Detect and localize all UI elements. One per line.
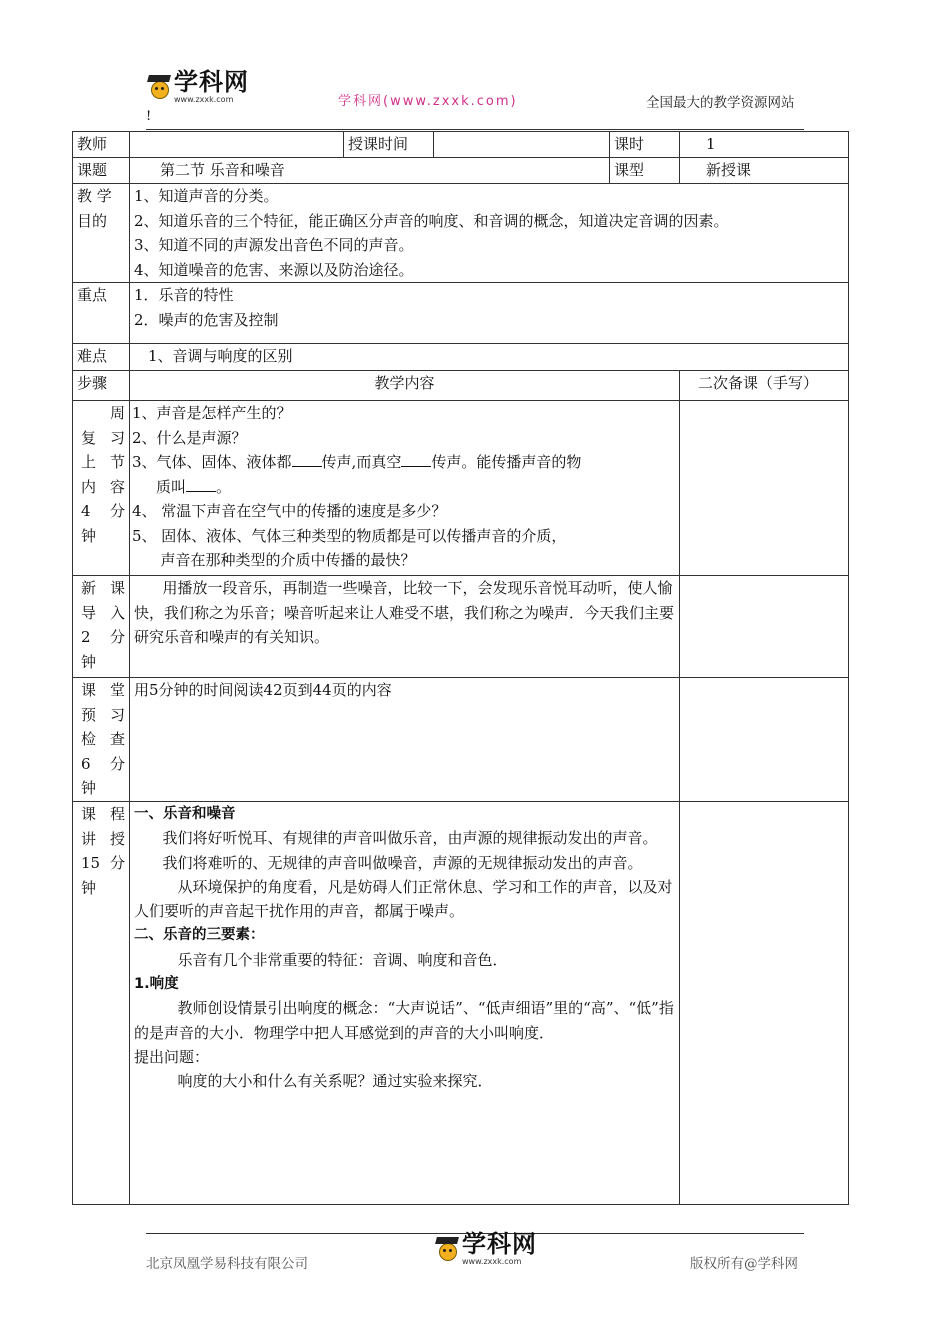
review-question-cont: 声音在那种类型的介质中传播的最快？ bbox=[160, 551, 416, 569]
type-value: 新授课 bbox=[680, 158, 849, 184]
notes-column-header: 二次备课（手写） bbox=[680, 371, 849, 401]
difficulty-label: 难点 bbox=[73, 344, 130, 371]
site-slogan: 全国最大的教学资源网站 bbox=[646, 95, 795, 111]
intro-text: 用播放一段音乐，再制造一些噪音，比较一下，会发现乐音悦耳动听，使人愉快，我们称之为乐音；噪音听起来让人难受不堪，我们称之为噪声．今天我们主要研究乐音和噪声的有关知识。 bbox=[134, 579, 675, 646]
objectives-content bbox=[130, 184, 849, 283]
preview-row bbox=[73, 678, 849, 802]
fill-blank bbox=[186, 477, 216, 492]
section-heading: 一、乐音和噪音 bbox=[134, 806, 236, 822]
keypoints-row bbox=[73, 283, 849, 344]
footer-company: 北京凤凰学易科技有限公司 bbox=[146, 1256, 308, 1272]
logo-url: www.zxxk.com bbox=[462, 1257, 522, 1266]
lecture-paragraph: 从环境保护的角度看，凡是妨碍人们正常休息、学习和工作的声音，以及对人们要听的声音起干扰作用的声音，都属于噪声。 bbox=[134, 877, 673, 921]
preview-text: 用5分钟的时间阅读42页到44页的内容 bbox=[134, 681, 392, 699]
content-column-header: 教学内容 bbox=[130, 371, 680, 401]
lesson-plan-table bbox=[72, 131, 849, 1205]
subsection-heading: 1.响度 bbox=[134, 976, 179, 993]
mascot-icon bbox=[436, 1237, 458, 1261]
header-logo[interactable] bbox=[148, 70, 249, 104]
period-label: 课时 bbox=[610, 132, 680, 158]
intro-label: 新课 导入 2 分 钟 bbox=[73, 576, 130, 678]
keypoint-item: 2．噪声的危害及控制 bbox=[134, 310, 279, 329]
review-question: 1、声音是怎样产生的？ bbox=[132, 404, 292, 422]
footer-logo[interactable] bbox=[436, 1232, 537, 1266]
objectives-row bbox=[73, 184, 849, 283]
lecture-paragraph: 我们将好听悦耳、有规律的声音叫做乐音，由声源的规律振动发出的声音。 bbox=[162, 829, 658, 848]
column-header-row bbox=[73, 371, 849, 401]
step-column-header: 步骤 bbox=[73, 371, 130, 401]
info-row-2 bbox=[73, 158, 849, 184]
section-heading: 二、乐音的三要素： bbox=[134, 927, 265, 944]
lecture-paragraph: 提出问题： bbox=[134, 1047, 210, 1066]
preview-notes bbox=[680, 678, 849, 802]
logo-text: 学科网 bbox=[174, 68, 249, 96]
footer-copyright: 版权所有@学科网 bbox=[690, 1256, 798, 1272]
lecture-label: 课程 讲授 15分 钟 bbox=[73, 802, 130, 1205]
time-value bbox=[434, 132, 610, 158]
objective-item: 2、知道乐音的三个特征，能正确区分声音的响度、和音调的概念，知道决定音调的因素。 bbox=[134, 211, 729, 230]
objectives-label: 教 学 目的 bbox=[73, 184, 130, 283]
review-notes bbox=[680, 401, 849, 576]
review-question: 3、气体、固体、液体都 传声,而真空 传声。能传播声音的物 bbox=[132, 453, 582, 471]
period-value: 1 bbox=[680, 132, 849, 158]
teacher-label: 教师 bbox=[73, 132, 130, 158]
lecture-notes bbox=[680, 802, 849, 1205]
intro-content bbox=[130, 576, 680, 678]
topic-label: 课题 bbox=[73, 158, 130, 184]
site-link[interactable]: 学科网(www.zxxk.com) bbox=[338, 94, 518, 109]
review-question: 4、 常温下声音在空气中的传播的速度是多少？ bbox=[132, 502, 447, 520]
logo-url: www.zxxk.com bbox=[174, 95, 234, 104]
lecture-paragraph: 教师创设情景引出响度的概念：“大声说话”、“低声细语”里的“高”、“低”指的是声音的大小．物理学中把人耳感觉到的声音的大小叫响度． bbox=[134, 999, 674, 1042]
objective-item: 3、知道不同的声源发出音色不同的声音。 bbox=[134, 236, 414, 254]
review-row bbox=[73, 401, 849, 576]
review-question: 5、 固体、液体、气体三种类型的物质都是可以传播声音的介质， bbox=[132, 526, 567, 545]
difficulty-row bbox=[73, 344, 849, 371]
objective-item: 4、知道噪音的危害、来源以及防治途径。 bbox=[134, 260, 414, 279]
keypoint-item: 1．乐音的特性 bbox=[134, 286, 234, 304]
review-content bbox=[130, 401, 680, 576]
header-mark: ! bbox=[146, 109, 152, 124]
header-divider bbox=[146, 129, 804, 130]
lecture-row bbox=[73, 802, 849, 1205]
type-label: 课型 bbox=[610, 158, 680, 184]
lecture-paragraph: 我们将难听的、无规律的声音叫做噪音，声源的无规律振动发出的声音。 bbox=[162, 853, 643, 872]
intro-row bbox=[73, 576, 849, 678]
fill-blank bbox=[292, 452, 322, 467]
preview-label: 课堂 预习 检查 6 分 钟 bbox=[73, 678, 130, 802]
topic-value: 第二节 乐音和噪音 bbox=[130, 158, 610, 184]
review-question: 2、什么是声源？ bbox=[132, 428, 247, 447]
info-row-1 bbox=[73, 132, 849, 158]
difficulty-text: 1、音调与响度的区别 bbox=[130, 344, 849, 371]
logo-text: 学科网 bbox=[462, 1230, 537, 1258]
lecture-paragraph: 响度的大小和什么有关系呢？通过实验来探究． bbox=[177, 1072, 493, 1091]
review-question-cont: 质叫 。 bbox=[156, 477, 232, 496]
review-label: 周 复习 上节 内容 4 分 钟 bbox=[73, 401, 130, 576]
lecture-paragraph: 乐音有几个非常重要的特征：音调、响度和音色． bbox=[177, 950, 508, 969]
time-label: 授课时间 bbox=[344, 132, 434, 158]
lecture-content bbox=[130, 802, 680, 1205]
objective-item: 1、知道声音的分类。 bbox=[134, 187, 279, 205]
preview-content bbox=[130, 678, 680, 802]
keypoints-label: 重点 bbox=[73, 283, 130, 344]
mascot-icon bbox=[148, 75, 170, 99]
teacher-value bbox=[130, 132, 344, 158]
intro-notes bbox=[680, 576, 849, 678]
fill-blank bbox=[401, 452, 431, 467]
keypoints-content bbox=[130, 283, 849, 344]
